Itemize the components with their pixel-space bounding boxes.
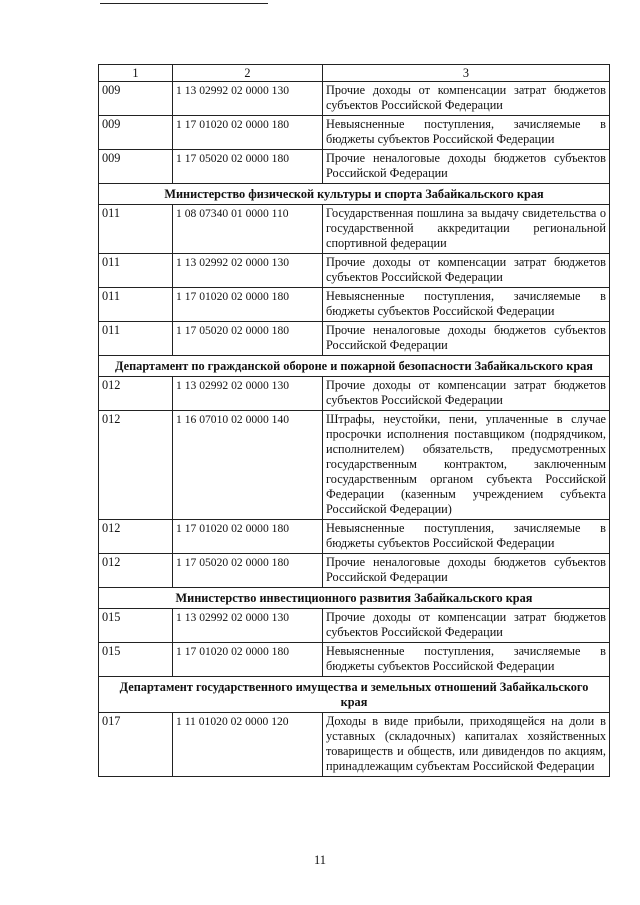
table-row: [99, 713, 610, 777]
revenue-name-cell: Прочие неналоговые доходы бюджетов субъектов Российской Федерации: [323, 150, 610, 184]
admin-code-cell: 012: [99, 520, 173, 554]
column-number-3: 3: [323, 65, 610, 82]
revenue-code-cell: 1 17 01020 02 0000 180: [173, 116, 323, 150]
revenue-code-cell: 1 13 02992 02 0000 130: [173, 377, 323, 411]
page-number: 11: [313, 853, 327, 867]
revenue-name-cell: Прочие доходы от компенсации затрат бюджетов субъектов Российской Федерации: [323, 82, 610, 116]
revenue-name-cell: Прочие неналоговые доходы бюджетов субъектов Российской Федерации: [323, 322, 610, 356]
revenue-name-cell: Невыясненные поступления, зачисляемые в бюджеты субъектов Российской Федерации: [323, 288, 610, 322]
column-number-row: [99, 65, 610, 82]
column-number-2: 2: [173, 65, 323, 82]
section-header-row: [99, 677, 610, 713]
revenue-name-cell: Прочие доходы от компенсации затрат бюджетов субъектов Российской Федерации: [323, 609, 610, 643]
admin-code-cell: 017: [99, 713, 173, 777]
revenue-name-cell: Прочие доходы от компенсации затрат бюджетов субъектов Российской Федерации: [323, 254, 610, 288]
revenue-name-cell: Невыясненные поступления, зачисляемые в бюджеты субъектов Российской Федерации: [323, 116, 610, 150]
admin-code-cell: 011: [99, 288, 173, 322]
revenue-code-cell: 1 17 05020 02 0000 180: [173, 150, 323, 184]
table-row: [99, 82, 610, 116]
revenue-code-cell: 1 16 07010 02 0000 140: [173, 411, 323, 520]
revenue-code-cell: 1 08 07340 01 0000 110: [173, 205, 323, 254]
admin-code-cell: 009: [99, 150, 173, 184]
table-row: [99, 254, 610, 288]
revenue-code-cell: 1 17 05020 02 0000 180: [173, 554, 323, 588]
revenue-code-cell: 1 17 05020 02 0000 180: [173, 322, 323, 356]
table-row: [99, 322, 610, 356]
revenue-code-cell: 1 13 02992 02 0000 130: [173, 82, 323, 116]
table-row: [99, 288, 610, 322]
table-row: [99, 520, 610, 554]
revenue-name-cell: Невыясненные поступления, зачисляемые в бюджеты субъектов Российской Федерации: [323, 520, 610, 554]
admin-code-cell: 011: [99, 205, 173, 254]
revenue-code-cell: 1 17 01020 02 0000 180: [173, 520, 323, 554]
revenue-code-cell: 1 17 01020 02 0000 180: [173, 288, 323, 322]
table-row: [99, 609, 610, 643]
admin-code-cell: 009: [99, 116, 173, 150]
table-row: [99, 411, 610, 520]
revenue-code-cell: 1 11 01020 02 0000 120: [173, 713, 323, 777]
revenue-code-cell: 1 13 02992 02 0000 130: [173, 254, 323, 288]
table-row: [99, 377, 610, 411]
admin-code-cell: 012: [99, 411, 173, 520]
revenue-name-cell: Доходы в виде прибыли, приходящейся на доли в уставных (складочных) капиталах хозяйственных товариществ и обществ, или дивидендов по акциям, принадлежащим субъектам Российской Федерации: [323, 713, 610, 777]
table-row: [99, 643, 610, 677]
section-title: Министерство физической культуры и спорта Забайкальского края: [99, 184, 610, 205]
revenue-code-cell: 1 17 01020 02 0000 180: [173, 643, 323, 677]
revenue-code-cell: 1 13 02992 02 0000 130: [173, 609, 323, 643]
revenue-name-cell: Прочие неналоговые доходы бюджетов субъектов Российской Федерации: [323, 554, 610, 588]
table-row: [99, 554, 610, 588]
section-title: Министерство инвестиционного развития Забайкальского края: [99, 588, 610, 609]
section-header-row: [99, 184, 610, 205]
revenue-name-cell: Государственная пошлина за выдачу свидетельства о государственной аккредитации региональной спортивной федерации: [323, 205, 610, 254]
section-header-row: [99, 356, 610, 377]
table-row: [99, 205, 610, 254]
admin-code-cell: 011: [99, 254, 173, 288]
revenue-codes-table: [98, 64, 610, 777]
section-title: Департамент по гражданской обороне и пожарной безопасности Забайкальского края: [99, 356, 610, 377]
table-row: [99, 116, 610, 150]
admin-code-cell: 015: [99, 609, 173, 643]
section-header-row: [99, 588, 610, 609]
revenue-name-cell: Невыясненные поступления, зачисляемые в бюджеты субъектов Российской Федерации: [323, 643, 610, 677]
admin-code-cell: 015: [99, 643, 173, 677]
table-body: [99, 65, 610, 777]
column-number-1: 1: [99, 65, 173, 82]
admin-code-cell: 012: [99, 554, 173, 588]
admin-code-cell: 011: [99, 322, 173, 356]
admin-code-cell: 009: [99, 82, 173, 116]
revenue-name-cell: Прочие доходы от компенсации затрат бюджетов субъектов Российской Федерации: [323, 377, 610, 411]
top-rule: [100, 3, 268, 4]
admin-code-cell: 012: [99, 377, 173, 411]
revenue-name-cell: Штрафы, неустойки, пени, уплаченные в случае просрочки исполнения поставщиком (подрядчиком, исполнителем) обязательств, предусмотренных государственным контрактом, заключенным государственным органом субъекта Российской Федерации (казенным учреждением субъекта Российской Федерации): [323, 411, 610, 520]
section-title: Департамент государственного имущества и земельных отношений Забайкальского края: [99, 677, 610, 713]
table-row: [99, 150, 610, 184]
